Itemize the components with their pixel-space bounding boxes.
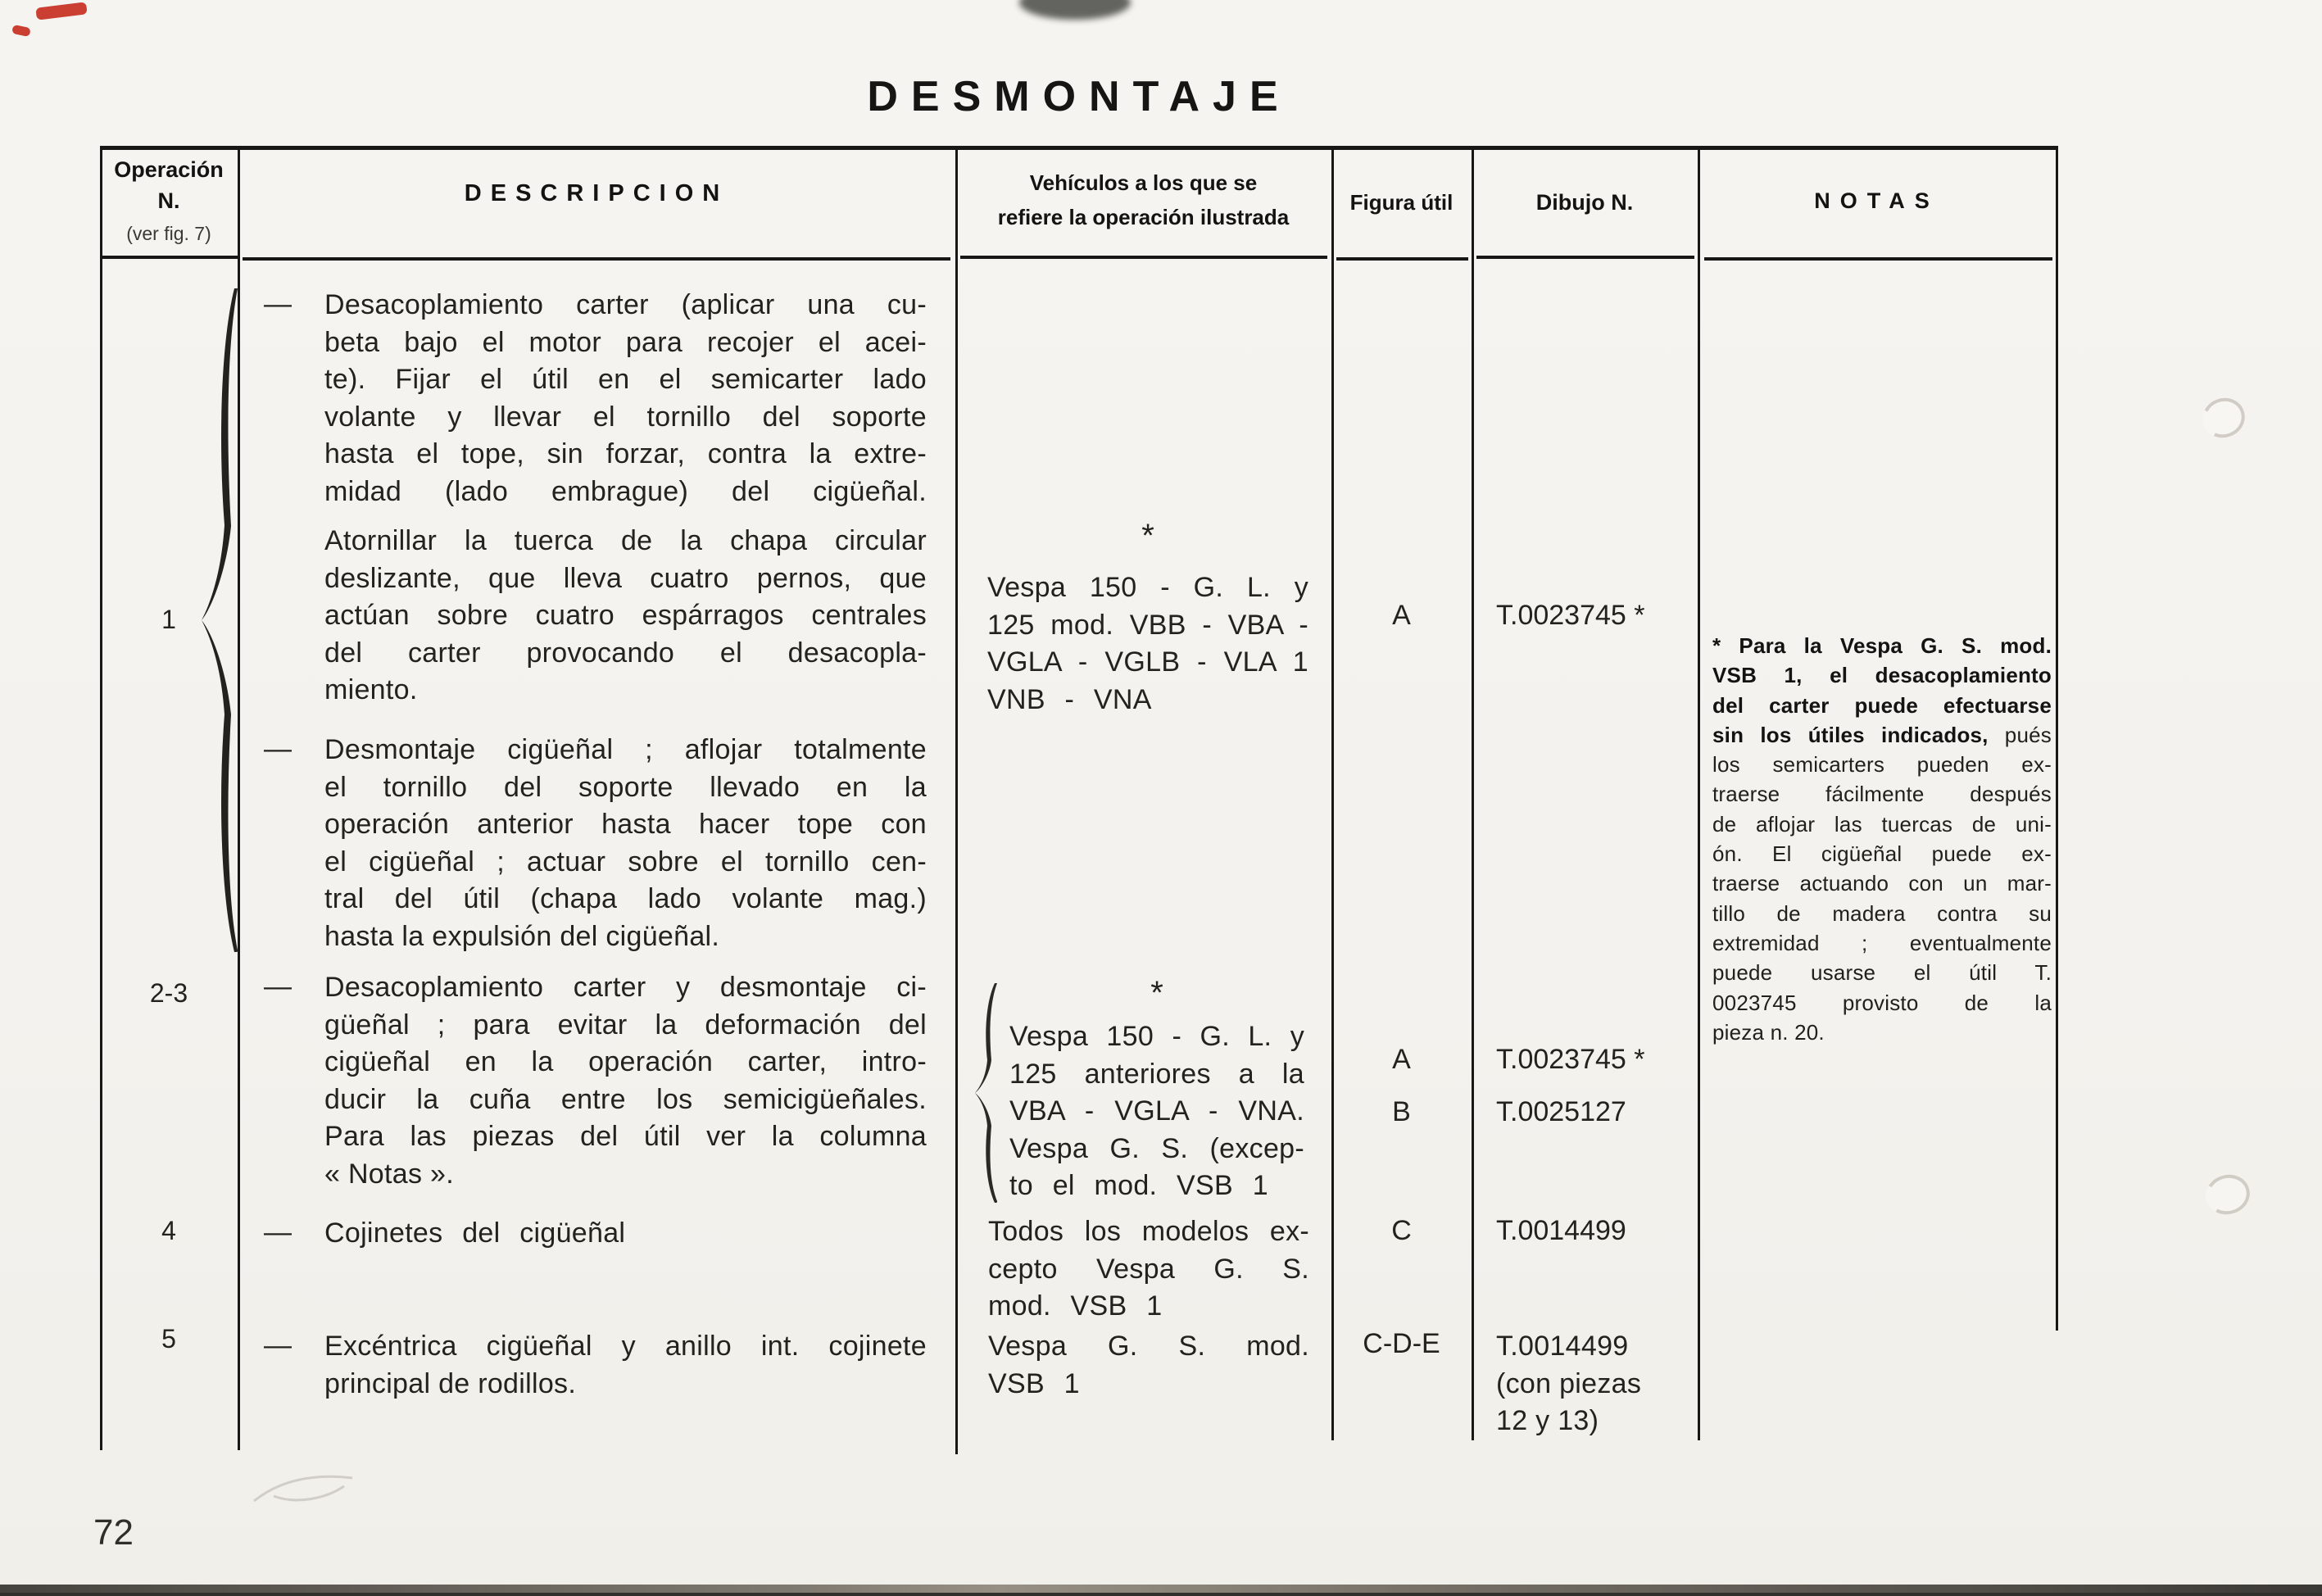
- drawing-number-row1: T.0023745 *: [1496, 600, 1645, 631]
- text-line: miento.: [324, 674, 418, 706]
- text-line: (con piezas: [1496, 1367, 1642, 1399]
- description-paragraph-2: [324, 523, 927, 710]
- text-line: Desacoplamiento carter (aplicar una cu-: [324, 289, 927, 320]
- text-line: VGLA - VGLB - VLA 1: [987, 646, 1308, 678]
- text-line: traerse fácilmente después: [1712, 782, 2052, 807]
- text-line: * Para la Vespa G. S. mod.: [1712, 633, 2052, 658]
- text-line: mod. VSB 1: [988, 1290, 1163, 1322]
- col-divider-5: [1698, 146, 1700, 1440]
- header-operacion-line3: (ver fig. 7): [126, 223, 211, 244]
- vehicles-block-3: [988, 1213, 1309, 1326]
- description-row4: [324, 1215, 927, 1253]
- text-line: cepto Vespa G. S.: [988, 1253, 1309, 1285]
- vehicles-block-4: [988, 1328, 1309, 1403]
- list-dash: —: [264, 1330, 292, 1361]
- operation-number-2-3: 2-3: [149, 978, 188, 1008]
- header-vehiculos-line2: refiere la operación ilustrada: [997, 205, 1290, 229]
- vehicles-block-1: [987, 569, 1308, 719]
- text-line: Para las piezas del útil ver la columna: [324, 1121, 927, 1153]
- text-line: tillo de madera contra su: [1712, 900, 2052, 926]
- text-line: traerse actuando con un mar-: [1712, 871, 2052, 896]
- text-line: pieza n. 20.: [1712, 1019, 1825, 1045]
- header-descripcion: DESCRIPCION: [464, 180, 729, 206]
- text-line: hasta la expulsión del cigüeñal.: [324, 920, 720, 952]
- operation-number-4: 4: [161, 1216, 176, 1245]
- table-right-border: [2056, 146, 2058, 1331]
- text-line: 125 mod. VBB - VBA -: [987, 609, 1308, 641]
- text-line: Vespa G. S. (excep-: [1009, 1132, 1304, 1164]
- asterisk-marker: *: [1141, 518, 1154, 554]
- table-left-border: [100, 146, 102, 1450]
- drawing-number-row23-a: T.0023745 *: [1496, 1044, 1645, 1075]
- text-line: ducir la cuña entre los semicigüeñales.: [324, 1083, 927, 1115]
- text-line: del carter puede efectuarse: [1712, 692, 2052, 718]
- header-rule: [1704, 257, 2052, 261]
- description-paragraph-1: [324, 287, 927, 511]
- text-line: to el mod. VSB 1: [1009, 1170, 1268, 1202]
- text-line: VSB 1: [988, 1367, 1080, 1399]
- figure-ref-row4: C: [1391, 1215, 1412, 1246]
- text-line: tral del útil (chapa lado volante mag.): [324, 883, 927, 915]
- list-dash: —: [264, 733, 292, 764]
- description-paragraph-3: [324, 732, 927, 956]
- text-line: Todos los modelos ex-: [988, 1216, 1309, 1247]
- figure-ref-row1: A: [1392, 600, 1411, 631]
- text-line: de aflojar las tuercas de uni-: [1712, 811, 2052, 837]
- text-line: « Notas ».: [324, 1158, 454, 1190]
- pencil-smudge: [246, 1458, 393, 1516]
- header-rule: [1336, 257, 1468, 261]
- text-line: operación anterior hasta hacer tope con: [324, 809, 927, 841]
- page-title: DESMONTAJE: [867, 73, 1291, 120]
- notes-regular-span: pués: [1988, 722, 2052, 747]
- text-line: güeñal ; para evitar la deformación del: [324, 1009, 927, 1041]
- operation-number-1: 1: [161, 605, 176, 634]
- figure-ref-row23-a: A: [1392, 1044, 1411, 1075]
- text-line: principal de rodillos.: [324, 1367, 577, 1399]
- text-line: Atornillar la tuerca de la chapa circular: [324, 525, 927, 556]
- col-divider-4: [1472, 146, 1474, 1440]
- red-pen-mark: [35, 2, 87, 20]
- text-line: extremidad ; eventualmente: [1712, 930, 2052, 955]
- header-notas: NOTAS: [1814, 188, 1939, 213]
- text-line: puede usarse el útil T.: [1712, 960, 2052, 986]
- text-line: VBA - VGLA - VNA.: [1009, 1095, 1304, 1127]
- col-divider-2: [955, 146, 958, 1454]
- drawing-number-row23-b: T.0025127: [1496, 1096, 1626, 1127]
- page-number: 72: [93, 1512, 134, 1553]
- list-dash: —: [264, 1217, 292, 1248]
- text-line: Vespa G. S. mod.: [988, 1331, 1309, 1362]
- text-line: el cigüeñal ; actuar sobre el tornillo cen-: [324, 846, 927, 877]
- header-operacion-line2: N.: [157, 188, 180, 213]
- scan-bottom-line: [0, 1593, 2322, 1596]
- header-operacion-line1: Operación: [114, 157, 224, 182]
- text-line: Cojinetes del cigüeñal: [324, 1217, 626, 1249]
- scan-shadow-blob: [1019, 0, 1131, 20]
- vehicles-block-2: [1009, 1018, 1304, 1205]
- text-line: Desacoplamiento carter y desmontaje ci-: [324, 972, 927, 1003]
- text-line: VNB - VNA: [987, 683, 1152, 715]
- text-line: hasta el tope, sin forzar, contra la extre-: [324, 438, 927, 470]
- list-dash: —: [264, 971, 292, 1002]
- header-dibujo: Dibujo N.: [1535, 190, 1634, 215]
- header-rule: [1476, 256, 1694, 259]
- text-line: 125 anteriores a la: [1009, 1058, 1304, 1090]
- text-line: T.0014499: [1496, 1331, 1629, 1362]
- text-line: te). Fijar el útil en el semicarter lado: [324, 364, 927, 396]
- text-line: Vespa 150 - G. L. y: [1009, 1021, 1304, 1052]
- text-line: ón. El cigüeñal puede ex-: [1712, 841, 2052, 867]
- text-line: Desmontaje cigüeñal ; aflojar totalmente: [324, 734, 927, 765]
- text-line: deslizante, que lleva cuatro pernos, que: [324, 562, 927, 594]
- text-line: cigüeñal en la operación carter, intro-: [324, 1046, 927, 1078]
- text-line: Vespa 150 - G. L. y: [987, 572, 1308, 603]
- text-line: beta bajo el motor para recojer el acei-: [324, 326, 927, 358]
- operation-number-5: 5: [161, 1324, 176, 1353]
- text-line: los semicarters pueden ex-: [1712, 752, 2052, 778]
- header-rule: [960, 256, 1327, 259]
- drawing-number-row4: T.0014499: [1496, 1215, 1626, 1246]
- header-vehiculos-line1: Vehículos a los que se: [1029, 170, 1258, 195]
- vehicles-brace: [972, 980, 1001, 1206]
- header-figura: Figura útil: [1349, 190, 1454, 215]
- text-line: midad (lado embrague) del cigüeñal.: [324, 475, 927, 507]
- text-line: actúan sobre cuatro espárragos centrales: [324, 600, 927, 632]
- text-line: Excéntrica cigüeñal y anillo int. cojinete: [324, 1331, 927, 1362]
- text-line: del carter provocando el desacopla-: [324, 637, 927, 669]
- text-line: volante y llevar el tornillo del soporte: [324, 401, 927, 433]
- figure-ref-row5: C-D-E: [1363, 1328, 1440, 1359]
- description-paragraph-4: [324, 969, 927, 1194]
- header-rule: [100, 256, 238, 259]
- text-line: 0023745 provisto de la: [1712, 990, 2052, 1015]
- punch-hole: [2202, 1170, 2255, 1219]
- description-row5: [324, 1328, 927, 1403]
- notes-block: [1712, 631, 2052, 1047]
- text-line: 12 y 13): [1496, 1405, 1599, 1437]
- notes-bold-span: sin los útiles indicados,: [1712, 722, 1989, 747]
- figure-ref-row23-b: B: [1392, 1096, 1411, 1127]
- text-line: el tornillo del soporte llevado en la: [324, 771, 927, 803]
- text-line: VSB 1, el desacoplamiento: [1712, 663, 2052, 688]
- punch-hole: [2197, 392, 2250, 444]
- header-rule: [243, 257, 950, 261]
- table-top-border: [100, 146, 2058, 150]
- drawing-number-row5: [1496, 1328, 1693, 1440]
- asterisk-marker: *: [1150, 975, 1163, 1011]
- list-dash: —: [264, 288, 292, 320]
- text-line: [1712, 720, 2052, 750]
- red-pen-mark-small: [11, 25, 31, 37]
